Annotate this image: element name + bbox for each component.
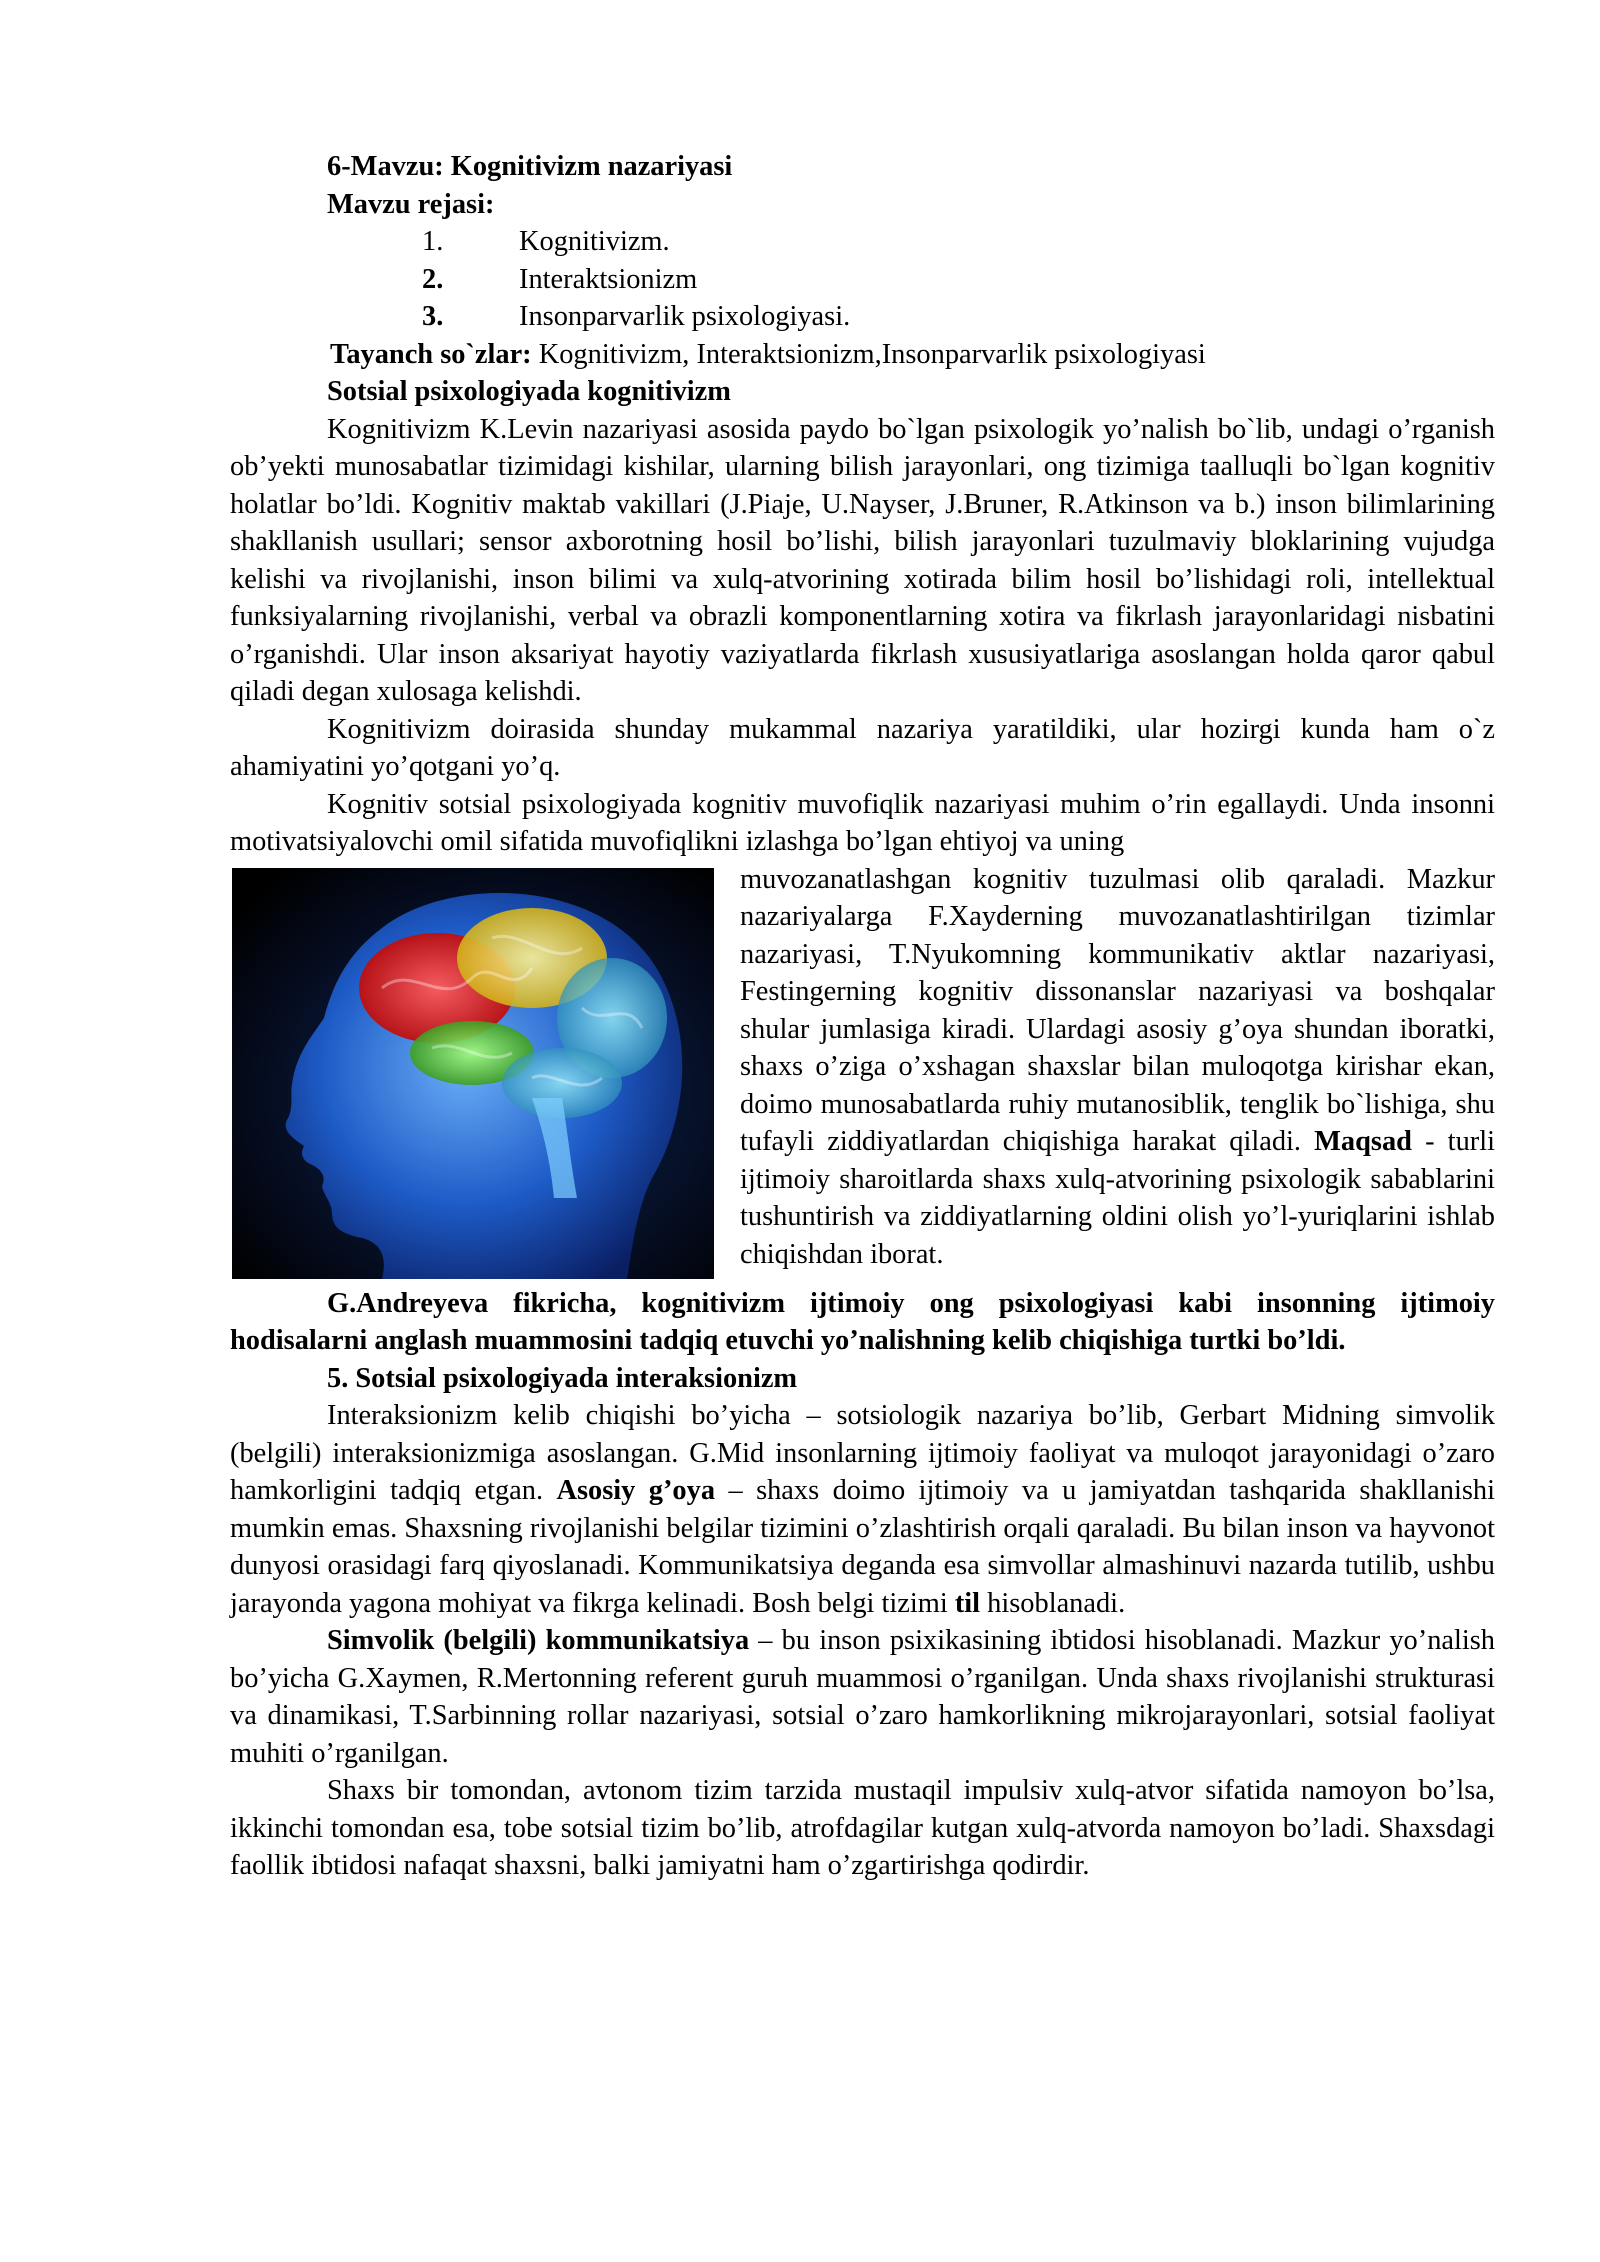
document-page bbox=[230, 148, 1495, 1885]
paragraph-text: muvozanatlashgan kognitiv tuzulmasi olib qaraladi. Mazkur nazariyalarga F.Xayderning muvozanatlashtirilgan tizimlar nazariyasi, T.Nyukomning kommunikativ aktlar nazariyasi, Festingerning kognitiv dissonanslar nazariyasi va boshqalar shular jumlasiga kiradi. Ulardagi asosiy g’oya shundan iboratki, shaxs o’ziga o’xshagan shaxslar bilan muloqotga kirishar ekan, doimo munosabatlarda ruhiy mutanosiblik, tenglik bo`lishiga, shu tufayli ziddiyatlardan chiqishiga harakat qiladi. bbox=[740, 863, 1495, 1157]
section-heading-cognitivism: Sotsial psixologiyada kognitivizm bbox=[327, 376, 731, 407]
paragraph bbox=[230, 1622, 1495, 1772]
plan-item bbox=[230, 298, 1495, 336]
bold-term-maqsad: Maqsad bbox=[1314, 1126, 1412, 1157]
paragraph bbox=[230, 1397, 1495, 1622]
plan-heading: Mavzu rejasi: bbox=[327, 188, 495, 220]
plan-item-text: Insonparvarlik psixologiyasi. bbox=[519, 301, 851, 332]
bold-term-asosiy-goya: Asosiy g’oya bbox=[556, 1475, 716, 1506]
brain-head-image bbox=[232, 868, 714, 1279]
section-heading-interactionism: 5. Sotsial psixologiyada interaksionizm bbox=[327, 1362, 798, 1394]
paragraph: Kognitivizm doirasida shunday mukammal nazariya yaratildiki, ular hozirgi kunda ham o`z ahamiyatini yo’qotgani yo’q. bbox=[230, 713, 1495, 782]
paragraph-text: – shaxs doimo ijtimoiy va u jamiyatdan tashqarida shakllanishi mumkin emas. Shaxsning rivojlanishi belgilar tizimini o’zlashtirish orqali qaraladi. Bu bilan inson va hayvonot dunyosi orasidagi farq qiyoslanadi. Kommunikatsiya deganda esa simvollar almashinuvi nazarda tutilib, ushbu jarayonda yagona mohiyat va fikrga kelinadi. Bosh belgi tizimi bbox=[230, 1475, 1496, 1619]
paragraph: Shaxs bir tomondan, avtonom tizim tarzida mustaqil impulsiv xulq-atvor sifatida namoyon bo’lsa, ikkinchi tomondan esa, tobe sotsial tizim bo’lib, atrofdagilar kutgan xulq-atvorda namoyon bo’ladi. Shaxsdagi faollik ibtidosi nafaqat shaxsni, balki jamiyatni ham o’zgartirishga qodirdir. bbox=[230, 1775, 1495, 1881]
paragraph-text: hisoblanadi. bbox=[980, 1587, 1126, 1619]
paragraph: Kognitivizm K.Levin nazariyasi asosida paydo bo`lgan psixologik yo’nalish bo`lib, undagi o’rganish ob’yekti munosabatlar tizimidagi kishilar, ularning bilish jarayonlari, ong tizimiga taalluqli bo`lgan kognitiv holatlar bo’ldi. Kognitiv maktab vakillari (J.Piaje, U.Nayser, J.Bruner, R.Atkinson va b.) inson bilimlarining shakllanish usullari; sensor axborotning hosil bo’lishi, bilish jarayonlari tuzulmaviy bloklarining vujudga kelishi va rivojlanishi, inson bilimi va xulq-atvorining xotirada bilim hosil bo’lishidagi roli, intellektual funksiyalarning rivojlanishi, verbal va obrazli komponentlarning xotira va fikrlash jarayonlaridagi nisbatini o’rganishdi. Ular inson aksariyat hayotiy vaziyatlarda fikrlash xususiyatlariga asoslangan holda qaror qabul qiladi degan xulosaga kelishdi. bbox=[230, 413, 1495, 707]
paragraph-text: Interaksionizm kelib chiqishi bo’yicha – sotsiologik nazariya bo’lib, Gerbart Midning simvolik (belgili) interaksionizmiga asoslangan. G.Mid insonlarning ijtimoiy faoliyat va muloqot jarayonidagi o’zaro hamkorligini tadqiq etgan. bbox=[230, 1400, 1495, 1506]
plan-item-number: 3. bbox=[422, 301, 444, 332]
plan-item bbox=[230, 223, 1495, 261]
plan-list bbox=[230, 223, 1495, 336]
bold-term-til: til bbox=[954, 1587, 981, 1619]
paragraph: Kognitiv sotsial psixologiyada kognitiv muvofiqlik nazariyasi muhim o’rin egallaydi. Unda insonni motivatsiyalovchi omil sifatida muvofiqlikni izlashga bo’lgan ehtiyoj va uning bbox=[230, 788, 1495, 857]
paragraph-text: - turli ijtimoiy sharoitlarda shaxs xulq-atvorining psixologik sabablarini tushuntirish va ziddiyatlarning oldini olish yo’l-yuriqlarini ishlab chiqishdan iborat. bbox=[740, 1126, 1495, 1270]
bold-term-symbolic-communication: Simvolik (belgili) kommunikatsiya bbox=[327, 1625, 750, 1656]
paragraph-text: – bu inson psixikasining ibtidosi hisoblanadi. Mazkur yo’nalish bo’yicha G.Xaymen, R.Mertonning referent guruh muammosi o’rganilgan. Unda shaxs rivojlanishi strukturasi va dinamikasi, T.Sarbinning rollar nazariyasi, sotsial o’zaro hamkorlikning mikrojarayonlari, sotsial faoliyat muhiti o’rganilgan. bbox=[230, 1625, 1496, 1769]
document-title: 6-Mavzu: Kognitivizm nazariyasi bbox=[327, 151, 733, 182]
keywords-text: Kognitivizm, Interaktsionizm,Insonparvarlik psixologiyasi bbox=[531, 338, 1206, 370]
plan-item-number: 2. bbox=[422, 263, 444, 295]
plan-item-text: Interaktsionizm bbox=[519, 263, 698, 295]
plan-item-text: Kognitivizm. bbox=[519, 226, 670, 257]
keywords-line bbox=[230, 336, 1495, 374]
bold-paragraph: G.Andreyeva fikricha, kognitivizm ijtimoiy ong psixologiyasi kabi insonning ijtimoiy hodisalarni anglash muammosini tadqiq etuvchi yo’nalishning kelib chiqishiga turtki bo’ldi. bbox=[230, 1287, 1495, 1356]
plan-item-number: 1. bbox=[422, 226, 444, 257]
plan-item bbox=[230, 261, 1495, 299]
keywords-label: Tayanch so`zlar: bbox=[330, 338, 532, 370]
